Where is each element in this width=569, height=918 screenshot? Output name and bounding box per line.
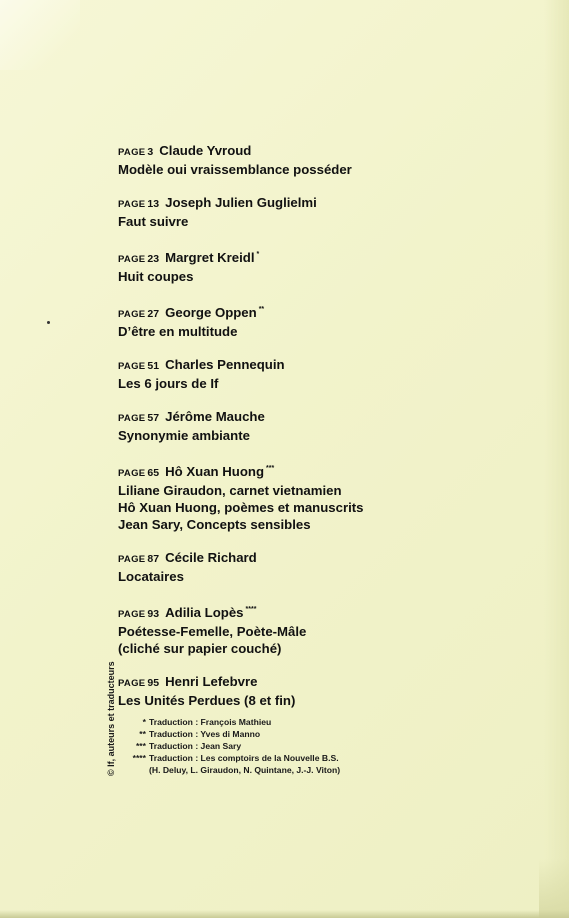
- toc-entry-heading: [118, 246, 548, 268]
- page-number: 95: [147, 677, 160, 689]
- page-label: PAGE: [118, 147, 146, 158]
- toc-entry-heading: [118, 356, 548, 375]
- work-title: Les 6 jours de If: [118, 376, 219, 391]
- author-name: Charles Pennequin: [165, 357, 285, 372]
- author-name: Hô Xuan Huong: [165, 464, 265, 479]
- toc-entry-heading: [118, 549, 548, 568]
- toc-entry-heading: [118, 194, 548, 213]
- toc-entry: [118, 246, 548, 285]
- toc-entry-heading: [118, 142, 548, 161]
- page-label: PAGE: [118, 609, 146, 620]
- toc-entry: [118, 142, 548, 178]
- note-text: Traduction : Les comptoirs de la Nouvelle B.S.: [149, 753, 339, 763]
- paper-fold-shadow: [0, 0, 80, 70]
- page-label: PAGE: [118, 554, 146, 565]
- work-title: Huit coupes: [118, 269, 194, 284]
- note-marker: *: [142, 717, 146, 727]
- toc-entry: [118, 194, 548, 230]
- footnote-marker: ***: [266, 465, 275, 472]
- toc-entry-heading: [118, 601, 548, 623]
- footnote-marker: *: [256, 251, 260, 258]
- work-title: Synonymie ambiante: [118, 428, 250, 443]
- page-label: PAGE: [118, 468, 146, 479]
- page-label: PAGE: [118, 361, 146, 372]
- work-title: Hô Xuan Huong, poèmes et manuscrits: [118, 500, 364, 515]
- toc-entry: [118, 408, 548, 444]
- copyright-credit: © If, auteurs et traducteurs: [106, 661, 116, 776]
- author-name: Henri Lefebvre: [165, 674, 258, 689]
- page-number: 27: [147, 308, 160, 320]
- page-label: PAGE: [118, 413, 146, 424]
- work-title: Faut suivre: [118, 214, 189, 229]
- note-text: Traduction : Yves di Manno: [149, 729, 261, 739]
- ink-speck: [47, 321, 50, 324]
- translation-note: [122, 740, 340, 752]
- work-title: (cliché sur papier couché): [118, 641, 282, 656]
- work-title: Les Unités Perdues (8 et fin): [118, 693, 296, 708]
- toc-entry: [118, 549, 548, 585]
- toc-entry-heading: [118, 673, 548, 692]
- page-number: 87: [147, 553, 160, 565]
- note-marker: ****: [132, 753, 146, 763]
- author-name: Cécile Richard: [165, 550, 257, 565]
- toc-entry: [118, 301, 548, 340]
- work-title: Jean Sary, Concepts sensibles: [118, 517, 311, 532]
- author-name: Jérôme Mauche: [165, 409, 265, 424]
- author-name: Margret Kreidl: [165, 250, 255, 265]
- toc-entry: [118, 356, 548, 392]
- page-number: 13: [147, 198, 160, 210]
- footnote-marker: **: [258, 306, 265, 313]
- paper-corner-shadow: [539, 858, 569, 918]
- author-name: Joseph Julien Guglielmi: [165, 195, 317, 210]
- footnote-marker: ****: [245, 606, 257, 613]
- toc-entry-heading: [118, 460, 548, 482]
- page-number: 51: [147, 360, 160, 372]
- note-text: Traduction : François Mathieu: [149, 717, 272, 727]
- note-text: (H. Deluy, L. Giraudon, N. Quintane, J.-J. Viton): [149, 765, 341, 775]
- work-title: Modèle oui vraissemblance posséder: [118, 162, 352, 177]
- page-number: 93: [147, 608, 160, 620]
- paper-bottom-edge: [0, 910, 569, 918]
- toc-entry: [118, 460, 548, 533]
- work-title: D’être en multitude: [118, 324, 238, 339]
- translation-note: [122, 752, 340, 764]
- page-label: PAGE: [118, 309, 146, 320]
- toc-entry: [118, 673, 548, 709]
- page-number: 23: [147, 253, 160, 265]
- toc-entry: [118, 601, 548, 657]
- author-name: George Oppen: [165, 305, 257, 320]
- work-title: Locataires: [118, 569, 184, 584]
- page-label: PAGE: [118, 678, 146, 689]
- author-name: Adilia Lopès: [165, 605, 244, 620]
- translation-note: [122, 764, 340, 776]
- translation-note: [122, 728, 340, 740]
- page-number: 57: [147, 412, 160, 424]
- note-marker: ***: [135, 741, 146, 751]
- page-label: PAGE: [118, 254, 146, 265]
- table-of-contents: [118, 142, 548, 709]
- work-title: Poétesse-Femelle, Poète-Mâle: [118, 624, 307, 639]
- toc-entry-heading: [118, 408, 548, 427]
- work-title: Liliane Giraudon, carnet vietnamien: [118, 483, 342, 498]
- translation-note: [122, 716, 340, 728]
- note-marker: **: [139, 729, 146, 739]
- page-number: 3: [147, 146, 154, 158]
- note-text: Traduction : Jean Sary: [149, 741, 242, 751]
- author-name: Claude Yvroud: [159, 143, 252, 158]
- translation-notes: [122, 716, 340, 776]
- toc-entry-heading: [118, 301, 548, 323]
- page-number: 65: [147, 467, 160, 479]
- page-label: PAGE: [118, 199, 146, 210]
